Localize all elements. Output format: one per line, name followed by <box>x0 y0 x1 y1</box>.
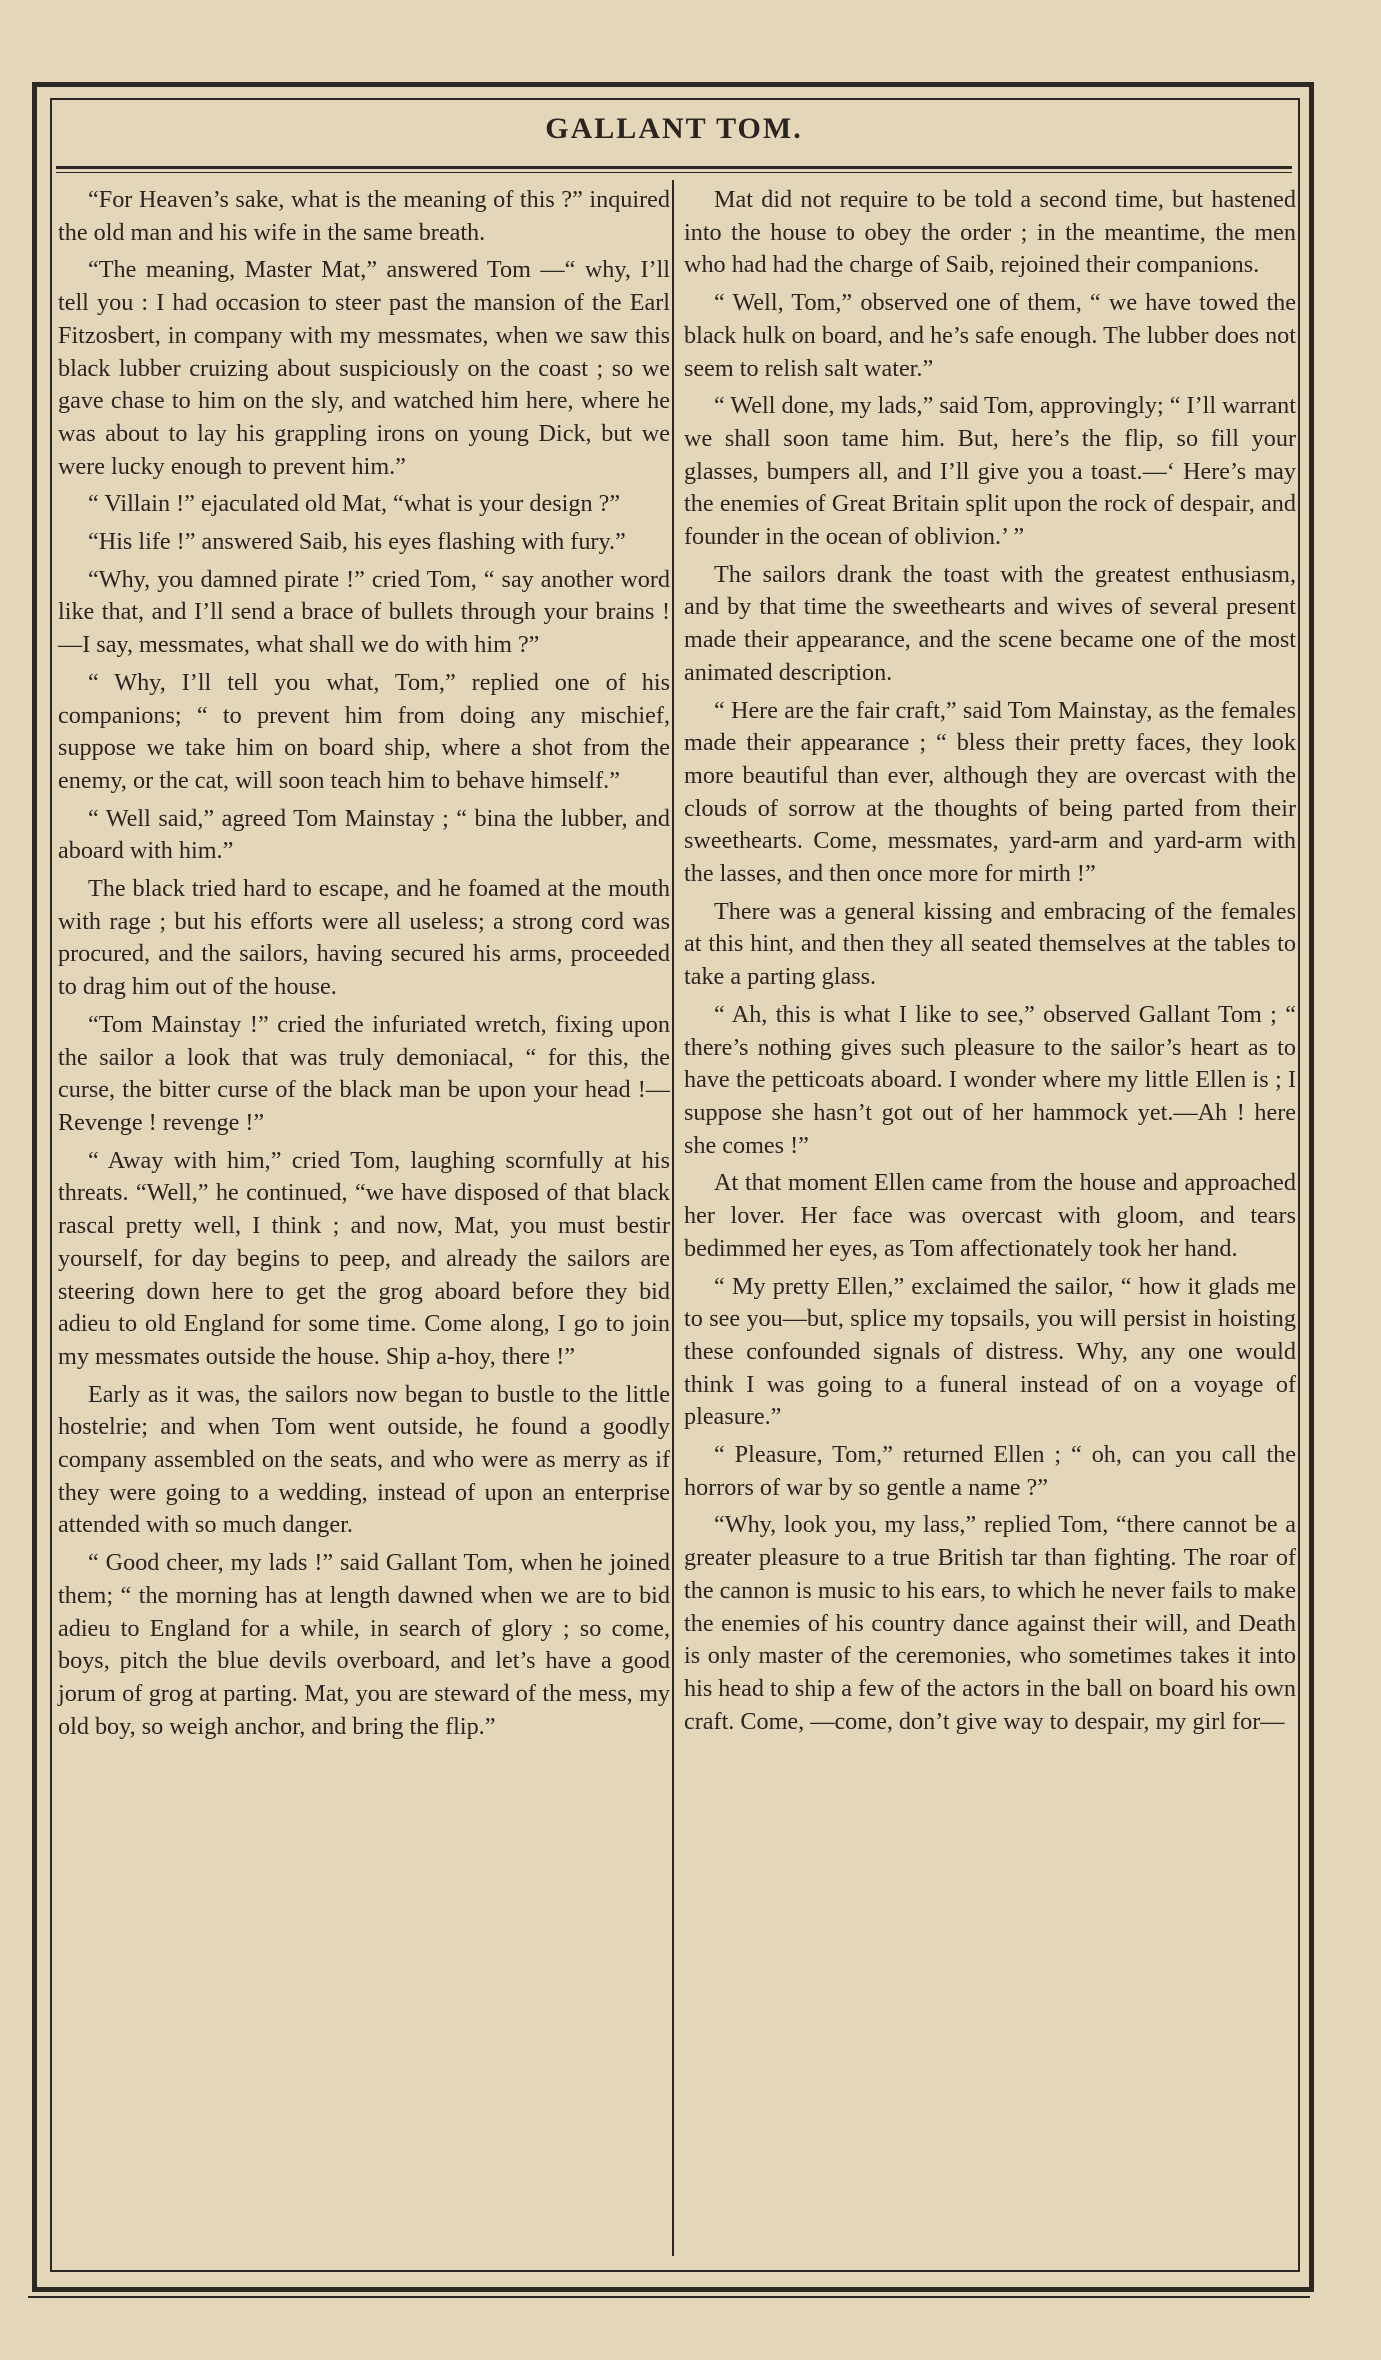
paragraph: The black tried hard to escape, and he foamed at the mouth with rage ; but his efforts were all useless; a strong cord was procured, and the sailors, having secured his arms, proceeded to drag him out of the house. <box>58 875 670 1001</box>
paragraph: “ Here are the fair craft,” said Tom Mainstay, as the females made their appearance ; “ bless their pretty faces, they look more beautiful than ever, although they are overcast with the clouds of sorrow at the thoughts of being parted from their sweethearts. Come, messmates, yard-arm and yard-arm with the lasses, and then once more for mirth !” <box>684 696 1296 888</box>
paragraph: “Why, look you, my lass,” replied Tom, “there cannot be a greater pleasure to a true British tar than fighting. The roar of the cannon is music to his ears, to which he never fails to make the enemies of his country dance against their will, and Death is only master of the ceremonies, who sometimes takes it into his head to ship a few of the actors in the ball on board his own craft. Come, —come, don’t give way to despair, my girl for— <box>684 1511 1296 1735</box>
title-rule <box>56 166 1292 169</box>
paragraph: “ Good cheer, my lads !” said Gallant Tom, when he joined them; “ the morning has at length dawned when we are to bid adieu to England for a while, in search of glory ; so come, boys, pitch the blue devils overboard, and let’s have a good jorum of grog at parting. Mat, you are steward of the mess, my old boy, so weigh anchor, and bring the flip.” <box>58 1549 670 1740</box>
paragraph: “ Away with him,” cried Tom, laughing scornfully at his threats. “Well,” he continued, “we have disposed of that black rascal pretty well, I think ; and now, Mat, you must bestir yourself, for day begins to peep, and already the sailors are steering down here to get the grog aboard before they bid adieu to old England for some time. Come along, I go to join my messmates outside the house. Ship a-hoy, there !” <box>58 1146 670 1370</box>
paragraph: “For Heaven’s sake, what is the meaning of this ?” inquired the old man and his wife in the same breath. <box>58 186 670 246</box>
paragraph: The sailors drank the toast with the greatest enthusiasm, and by that time the sweethearts and wives of several present made their appearance, and the scene became one of the most animated description. <box>684 560 1296 686</box>
paragraph: “Tom Mainstay !” cried the infuriated wretch, fixing upon the sailor a look that was truly demoniacal, “ for this, the curse, the bitter curse of the black man be upon your head !—Revenge ! revenge !” <box>58 1010 670 1136</box>
paragraph: “ Well done, my lads,” said Tom, approvingly; “ I’ll warrant we shall soon tame him. But, here’s the flip, so fill your glasses, bumpers all, and I’ll give you a toast.—‘ Here’s may the enemies of Great Britain split upon the rock of despair, and founder in the ocean of oblivion.’ ” <box>684 392 1296 551</box>
title-rule-thin <box>56 172 1292 173</box>
paragraph: At that moment Ellen came from the house and approached her lover. Her face was overcast with gloom, and tears bedimmed her eyes, as Tom affectionately took her hand. <box>684 1169 1296 1262</box>
bottom-rule <box>28 2296 1310 2298</box>
column-divider <box>672 180 674 2256</box>
paragraph: There was a general kissing and embracing of the females at this hint, and then they all seated themselves at the tables to take a parting glass. <box>684 897 1296 991</box>
left-column <box>58 184 670 1748</box>
page-title: GALLANT TOM. <box>545 112 803 145</box>
paragraph: Mat did not require to be told a second time, but hastened into the house to obey the order ; in the meantime, the men who had had the charge of Saib, rejoined their companions. <box>684 186 1296 279</box>
paragraph: “Why, you damned pirate !” cried Tom, “ say another word like that, and I’ll send a brace of bullets through your brains !—I say, messmates, what shall we do with him ?” <box>58 565 670 659</box>
paragraph: “ Ah, this is what I like to see,” observed Gallant Tom ; “ there’s nothing gives such pleasure to the sailor’s heart as to have the petticoats aboard. I wonder where my little Ellen is ; I suppose she hasn’t got out of her hammock yet.—Ah ! here she comes !” <box>684 1000 1296 1159</box>
paragraph: “ Villain !” ejaculated old Mat, “what is your design ?” <box>88 490 621 518</box>
right-column <box>684 184 1296 1743</box>
paragraph: “ My pretty Ellen,” exclaimed the sailor, “ how it glads me to see you—but, splice my topsails, you will persist in hoisting these confounded signals of distress. Why, any one would think I was going to a funeral instead of on a voyage of pleasure.” <box>684 1272 1296 1431</box>
paragraph: “ Pleasure, Tom,” returned Ellen ; “ oh, can you call the horrors of war by so gentle a name ?” <box>684 1441 1296 1501</box>
paragraph: “ Well, Tom,” observed one of them, “ we have towed the black hulk on board, and he’s safe enough. The lubber does not seem to relish salt water.” <box>684 289 1296 382</box>
paragraph: “ Why, I’ll tell you what, Tom,” replied one of his companions; “ to prevent him from doing any mischief, suppose we take him on board ship, where a shot from the enemy, or the cat, will soon teach him to behave himself.” <box>58 668 670 794</box>
paragraph: Early as it was, the sailors now began to bustle to the little hostelrie; and when Tom went outside, he found a goodly company assembled on the seats, and who were as merry as if they were going to a wedding, instead of upon an enterprise attended with so much danger. <box>58 1380 670 1539</box>
paragraph: “His life !” answered Saib, his eyes flashing with fury.” <box>88 528 626 556</box>
paragraph: “The meaning, Master Mat,” answered Tom —“ why, I’ll tell you : I had occasion to steer past the mansion of the Earl Fitzosbert, in company with my messmates, when we saw this black lubber cruizing about suspiciously on the coast ; so we gave chase to him on the sly, and watched him here, where he was about to lay his grappling irons on young Dick, but we were lucky enough to prevent him.” <box>58 256 670 480</box>
paragraph: “ Well said,” agreed Tom Mainstay ; “ bina the lubber, and aboard with him.” <box>58 804 670 865</box>
